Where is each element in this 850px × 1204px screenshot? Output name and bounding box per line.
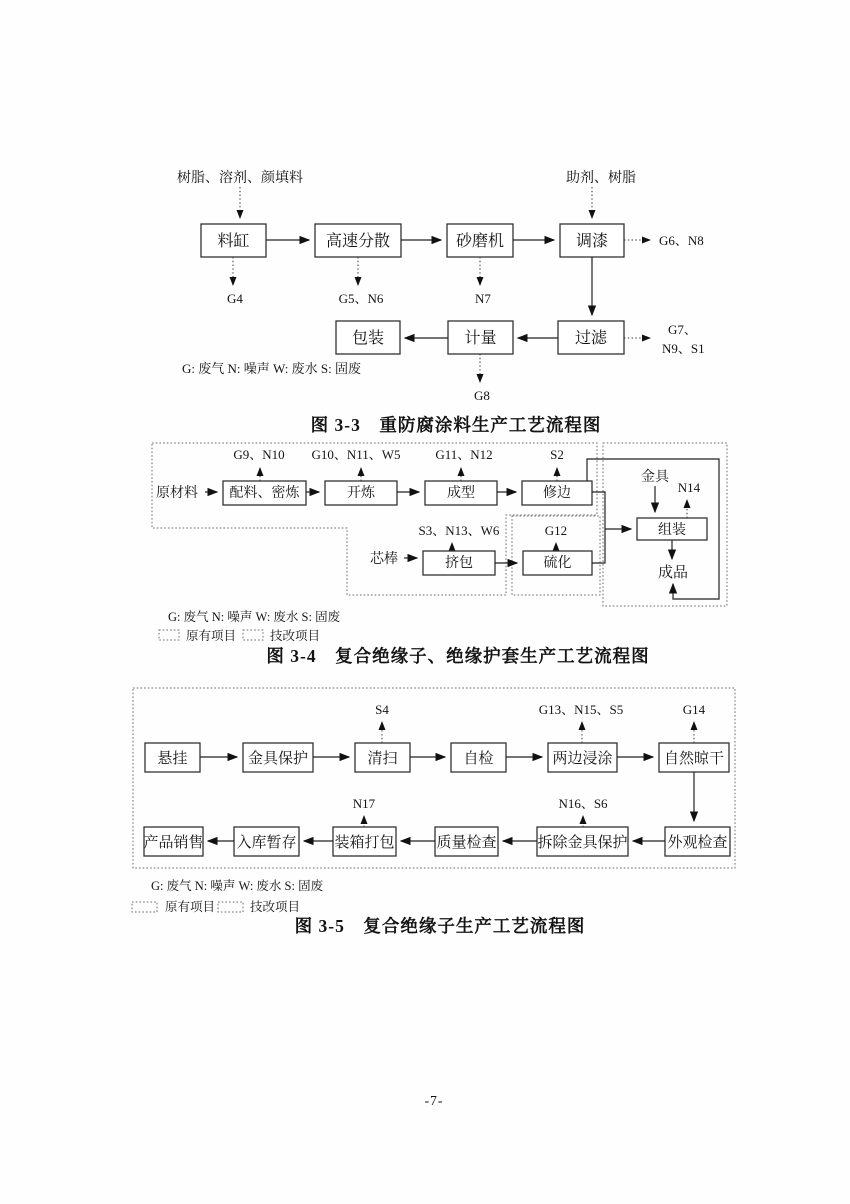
box-label-trimming: 修边 xyxy=(543,486,571,501)
box-label-packaging: 包装 xyxy=(351,330,385,347)
emission-label-g8: G8 xyxy=(474,388,490,403)
input-metal-fittings: 金具 xyxy=(641,470,669,485)
finished-product-label: 成品 xyxy=(657,565,689,581)
emission-label-g6-n8: G6、N8 xyxy=(659,233,704,248)
emission-label-n9-s1: N9、S1 xyxy=(662,341,705,356)
emission-label-g9-n10: G9、N10 xyxy=(233,447,285,462)
renovation-project-swatch xyxy=(218,902,243,912)
input-core-rod: 芯棒 xyxy=(370,552,398,567)
emission-label-s3-n13-w6: S3、N13、W6 xyxy=(418,523,500,538)
emission-label-g10-n11-w5: G10、N11、W5 xyxy=(311,447,401,462)
figure-3-3-flowchart xyxy=(150,160,750,437)
box-label-cleaning: 清扫 xyxy=(367,751,398,767)
box-label-molding: 成型 xyxy=(447,486,475,501)
renovation-project-swatch xyxy=(243,630,263,640)
box-label-appearance-inspection: 外观检查 xyxy=(667,835,728,851)
box-label-warehouse-storage: 入库暂存 xyxy=(236,835,297,851)
emission-label-g11-n12: G11、N12 xyxy=(435,447,493,462)
box-label-natural-drying: 自然晾干 xyxy=(663,751,725,767)
figure-3-4-caption: 图 3-4 复合绝缘子、绝缘护套生产工艺流程图 xyxy=(266,646,650,666)
box-label-assembly: 组装 xyxy=(658,523,686,538)
existing-project-swatch xyxy=(132,902,157,912)
emission-label-n7: N7 xyxy=(475,291,491,306)
emission-label-g14: G14 xyxy=(682,702,706,717)
box-label-material-tank: 料缸 xyxy=(217,233,250,250)
emission-label-g7: G7、 xyxy=(668,322,697,337)
pollutant-legend: G: 废气 N: 噪声 W: 废水 S: 固废 xyxy=(182,361,361,376)
emission-label-n17: N17 xyxy=(352,796,376,811)
pollutant-legend: G: 废气 N: 噪声 W: 废水 S: 固废 xyxy=(151,879,324,893)
figure-3-4-flowchart xyxy=(130,437,760,670)
input-additive-resin: 助剂、树脂 xyxy=(566,171,636,186)
box-label-product-sales: 产品销售 xyxy=(143,835,204,851)
emission-label-s4: S4 xyxy=(375,702,389,717)
emission-label-s2: S2 xyxy=(550,447,564,462)
renovation-project-label: 技改项目 xyxy=(250,900,301,914)
emission-label-n14: N14 xyxy=(677,480,701,495)
figure-3-5-flowchart xyxy=(120,676,760,940)
emission-label-g4: G4 xyxy=(227,291,243,306)
box-label-extrusion: 挤包 xyxy=(445,556,473,571)
box-label-paint-tinting: 调漆 xyxy=(575,233,609,250)
box-label-metering: 计量 xyxy=(464,330,497,347)
input-raw-material: 原材料 xyxy=(156,486,198,501)
emission-label-n16-s6: N16、S6 xyxy=(558,796,608,811)
box-label-dip-coating: 两边浸涂 xyxy=(552,751,613,767)
box-label-quality-inspection: 质量检查 xyxy=(436,835,497,851)
box-label-vulcanization: 硫化 xyxy=(543,556,572,571)
box-label-open-milling: 开炼 xyxy=(347,486,375,501)
pollutant-legend: G: 废气 N: 噪声 W: 废水 S: 固废 xyxy=(168,610,341,624)
renovation-project-label: 技改项目 xyxy=(270,629,321,643)
box-label-filtration: 过滤 xyxy=(574,330,608,347)
figure-3-5-caption: 图 3-5 复合绝缘子生产工艺流程图 xyxy=(294,916,586,936)
emission-label-g5-n6: G5、N6 xyxy=(338,291,384,306)
existing-project-label: 原有项目 xyxy=(186,629,237,643)
existing-project-swatch xyxy=(159,630,179,640)
box-label-fitting-protection: 金具保护 xyxy=(247,751,309,767)
box-label-packing: 装箱打包 xyxy=(334,835,395,851)
box-label-high-speed-dispersion: 高速分散 xyxy=(325,233,391,250)
emission-label-g13-n15-s5: G13、N15、S5 xyxy=(538,702,624,717)
box-label-batching-mixing: 配料、密炼 xyxy=(229,486,300,501)
existing-project-label: 原有项目 xyxy=(165,900,216,914)
box-label-sand-mill: 砂磨机 xyxy=(455,233,505,250)
box-label-self-inspection: 自检 xyxy=(463,751,494,767)
figure-3-3-caption: 图 3-3 重防腐涂料生产工艺流程图 xyxy=(310,415,602,435)
box-label-hanging: 悬挂 xyxy=(157,751,188,767)
box-label-remove-fitting-protection: 拆除金具保护 xyxy=(537,835,628,851)
emission-label-g12: G12 xyxy=(544,523,568,538)
page-number: -7- xyxy=(424,1093,444,1108)
input-resin-solvent-pigment: 树脂、溶剂、颜填料 xyxy=(177,171,303,186)
